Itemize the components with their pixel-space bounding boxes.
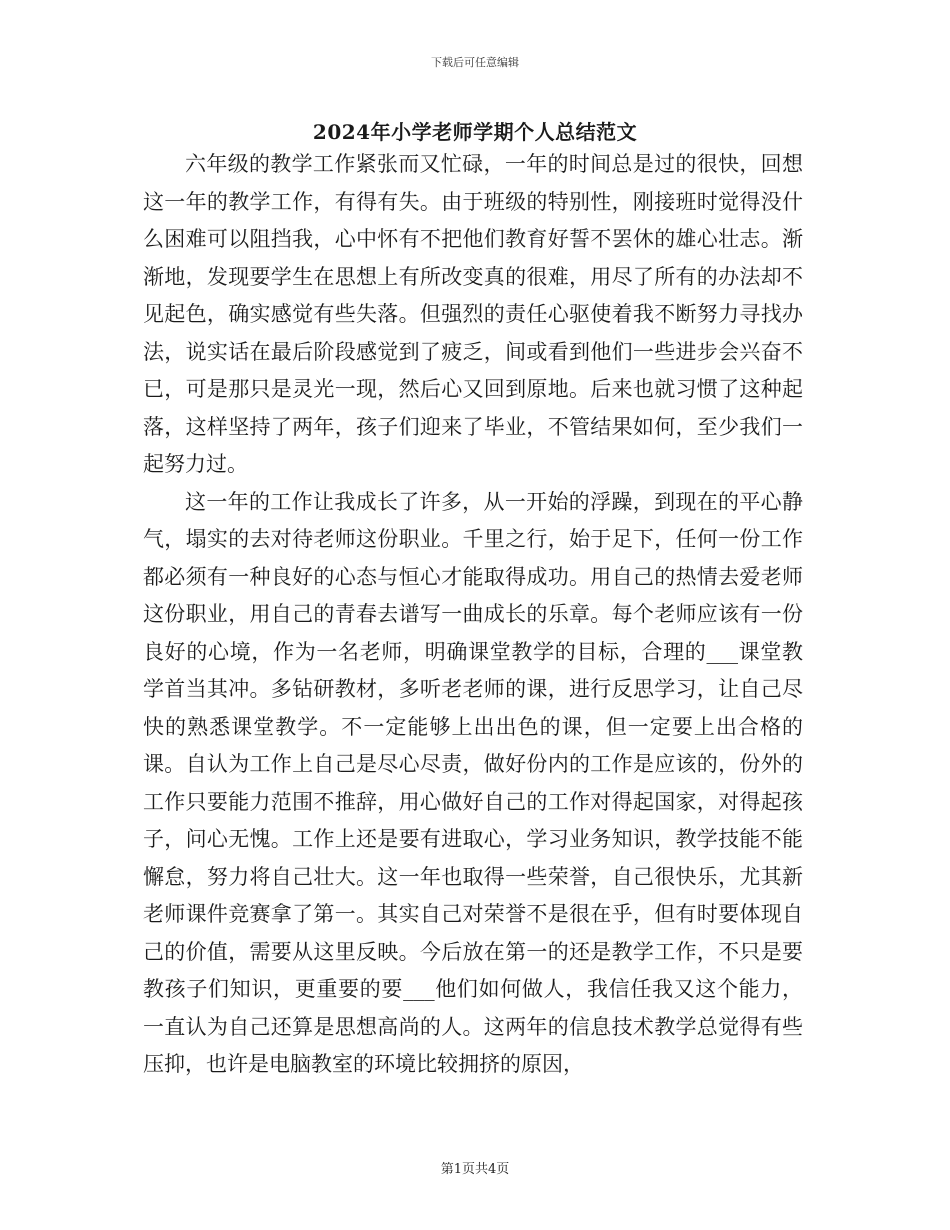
- paragraph: 这一年的工作让我成长了许多，从一开始的浮躁，到现在的平心静气，塌实的去对待老师这份职业。千里之行，始于足下，任何一份工作都必须有一种良好的心态与恒心才能取得成功。用自己的热情去爱老师这份职业，用自己的青春去谱写一曲成长的乐章。每个老师应该有一份良好的心境，作为一名老师，明确课堂教学的目标，合理的___课堂教学首当其冲。多钻研教材，多听老老师的课，进行反思学习，让自己尽快的熟悉课堂教学。不一定能够上出出色的课，但一定要上出合格的课。自认为工作上自己是尽心尽责，做好份内的工作是应该的，份外的工作只要能力范围不推辞，用心做好自己的工作对得起国家，对得起孩子，问心无愧。工作上还是要有进取心，学习业务知识，教学技能不能懈怠，努力将自己壮大。这一年也取得一些荣誉，自己很快乐，尤其新老师课件竞赛拿了第一。其实自己对荣誉不是很在乎，但有时要体现自己的价值，需要从这里反映。今后放在第一的还是教学工作，不只是要教孩子们知识，更重要的要___他们如何做人，我信任我又这个能力，一直认为自己还算是思想高尚的人。这两年的信息技术教学总觉得有些压抑，也许是电脑教室的环境比较拥挤的原因，: [143, 489, 803, 1076]
- header-note: 下载后可任意编辑: [431, 56, 519, 69]
- document-title: 2024年小学老师学期个人总结范文: [312, 120, 638, 144]
- paragraph: 六年级的教学工作紧张而又忙碌，一年的时间总是过的很快，回想这一年的教学工作，有得有失。由于班级的特别性，刚接班时觉得没什么困难可以阻挡我，心中怀有不把他们教育好誓不罢休的雄心壮志。渐渐地，发现要学生在思想上有所改变真的很难，用尽了所有的办法却不见起色，确实感觉有些失落。但强烈的责任心驱使着我不断努力寻找办法，说实话在最后阶段感觉到了疲乏，间或看到他们一些进步会兴奋不已，可是那只是灵光一现，然后心又回到原地。后来也就习惯了这种起落，这样坚持了两年，孩子们迎来了毕业，不管结果如何，至少我们一起努力过。: [143, 152, 803, 476]
- document-body: [143, 146, 803, 1084]
- page-footer: 第1页共4页: [440, 1162, 510, 1177]
